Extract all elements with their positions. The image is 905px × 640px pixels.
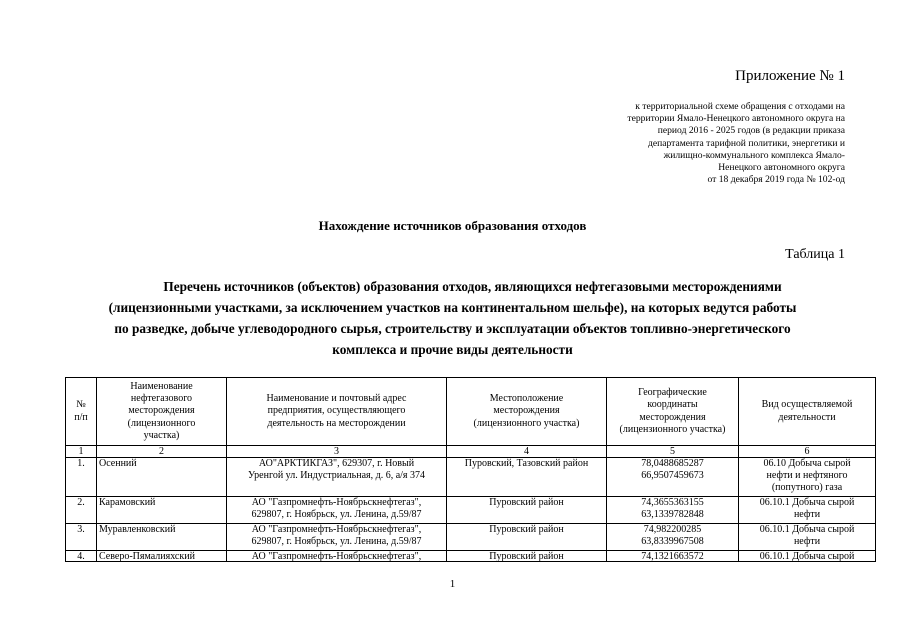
header-cell-company: Наименование и почтовый адрес предприятия, осуществляющего деятельность на месторождении	[227, 378, 447, 446]
activity-cell: 06.10.1 Добыча сырой нефти	[739, 497, 876, 524]
appendix-note-line: территории Ямало-Ненецкого автономного округа на	[627, 113, 845, 125]
company-cell: АО "Газпромнефть-Ноябрьскнефтегаз", 629807, г. Ноябрьск, ул. Ленина, д.59/87	[227, 497, 447, 524]
row-number: 1.	[66, 458, 97, 497]
field-name: Осенний	[97, 458, 227, 497]
appendix-title: Приложение № 1	[735, 68, 845, 84]
table-header-row	[66, 378, 876, 446]
table-row	[66, 458, 876, 497]
field-name: Карамовский	[97, 497, 227, 524]
field-name: Муравленковский	[97, 524, 227, 551]
header-cell-field: Наименование нефтегазового месторождения (лицензионного участка)	[97, 378, 227, 446]
appendix-note-line: Ненецкого автономного округа	[718, 162, 845, 174]
table-row	[66, 551, 876, 562]
header-cell-location: Местоположение месторождения (лицензионного участка)	[447, 378, 607, 446]
coords-cell: 78,0488685287 66,9507459673	[607, 458, 739, 497]
location-cell: Пуровский район	[447, 524, 607, 551]
row-number: 2.	[66, 497, 97, 524]
appendix-note-line: период 2016 - 2025 годов (в редакции приказа	[657, 125, 845, 137]
appendix-note	[585, 101, 845, 186]
activity-cell: 06.10.1 Добыча сырой нефти	[739, 524, 876, 551]
heading-line: Перечень источников (объектов) образования отходов, являющихся нефтегазовыми месторождениями	[163, 279, 782, 294]
company-cell: АО "Газпромнефть-Ноябрьскнефтегаз",	[227, 551, 447, 562]
heading-line: по разведке, добыче углеводородного сырья, строительству и эксплуатации объектов топливно-энергетического	[114, 321, 791, 336]
appendix-note-line: жилищно-коммунального комплекса Ямало-	[663, 149, 845, 161]
header-cell-activity: Вид осуществляемой деятельности	[739, 378, 876, 446]
field-name: Северо-Пямалияхский	[97, 551, 227, 562]
appendix-note-line: от 18 декабря 2019 года № 102-од	[707, 174, 845, 186]
location-cell: Пуровский район	[447, 551, 607, 562]
appendix-note-line: департамента тарифной политики, энергетики и	[647, 137, 845, 149]
appendix-note-line: к территориальной схеме обращения с отходами на	[635, 101, 845, 112]
column-number: 4	[447, 446, 607, 458]
coords-cell: 74,3655363155 63,1339782848	[607, 497, 739, 524]
column-number-row	[66, 446, 876, 458]
column-number: 1	[66, 446, 97, 458]
sources-table	[65, 377, 876, 562]
company-cell: АО"АРКТИКГАЗ", 629307, г. Новый Уренгой ул. Индустриальная, д. 6, а/я 374	[227, 458, 447, 497]
table-label: Таблица 1	[785, 247, 845, 262]
heading-line: комплекса и прочие виды деятельности	[332, 342, 573, 357]
column-number: 2	[97, 446, 227, 458]
column-number: 5	[607, 446, 739, 458]
company-cell: АО "Газпромнефть-Ноябрьскнефтегаз", 629807, г. Ноябрьск, ул. Ленина, д.59/87	[227, 524, 447, 551]
column-number: 6	[739, 446, 876, 458]
activity-cell: 06.10.1 Добыча сырой	[739, 551, 876, 562]
header-cell-coords: Географические координаты месторождения (лицензионного участка)	[607, 378, 739, 446]
coords-cell: 74,1321663572	[607, 551, 739, 562]
coords-cell: 74,982200285 63,8339967508	[607, 524, 739, 551]
heading-line: (лицензионными участками, за исключением участков на континентальном шельфе), на которых ведутся работы	[108, 300, 797, 315]
table-row	[66, 524, 876, 551]
activity-cell: 06.10 Добыча сырой нефти и нефтяного (попутного) газа	[739, 458, 876, 497]
row-number: 3.	[66, 524, 97, 551]
column-number: 3	[227, 446, 447, 458]
table-heading	[50, 276, 855, 360]
table-row	[66, 497, 876, 524]
location-cell: Пуровский, Тазовский район	[447, 458, 607, 497]
location-cell: Пуровский район	[447, 497, 607, 524]
page-number: 1	[449, 578, 456, 590]
section-title: Нахождение источников образования отходов	[318, 218, 587, 233]
row-number: 4.	[66, 551, 97, 562]
header-cell-num: № п/п	[66, 378, 97, 446]
